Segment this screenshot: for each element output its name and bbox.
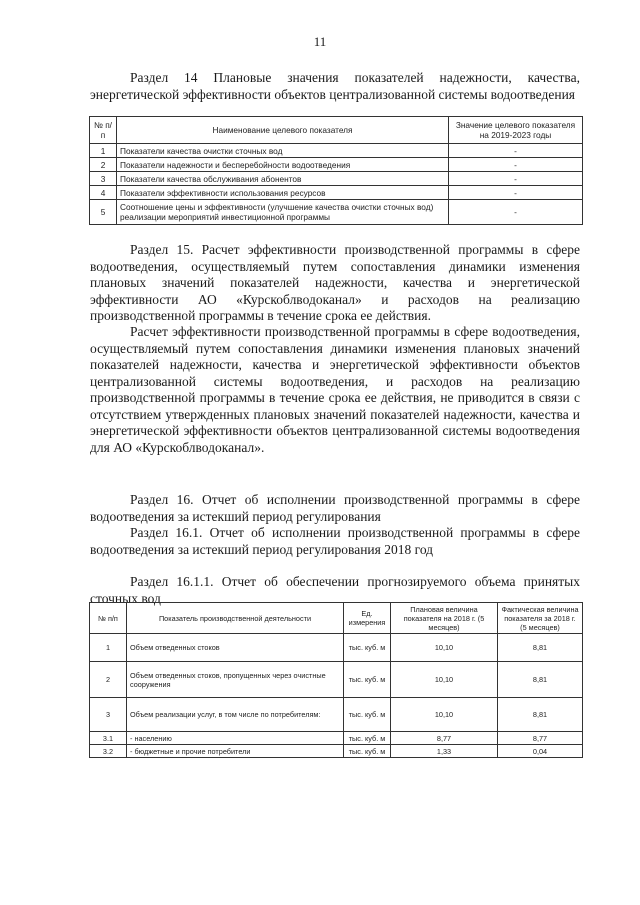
table-row <box>90 745 583 758</box>
page-number: 11 <box>313 34 327 49</box>
table-row <box>90 662 583 698</box>
row-plan: 10,10 <box>391 698 498 732</box>
table-row <box>90 144 583 158</box>
row-plan: 10,10 <box>391 634 498 662</box>
table-row <box>90 732 583 745</box>
row-unit: тыс. куб. м <box>344 662 391 698</box>
col-header-plan: Плановая величина показателя на 2018 г. (5 месяцев) <box>391 603 498 634</box>
row-name: Показатели качества очистки сточных вод <box>117 144 449 158</box>
row-name: Показатели эффективности использования ресурсов <box>117 186 449 200</box>
row-indicator: Объем реализации услуг, в том числе по потребителям: <box>127 698 344 732</box>
row-value: - <box>449 172 583 186</box>
table-row <box>90 200 583 225</box>
row-fact: 0,04 <box>498 745 583 758</box>
row-indicator: Объем отведенных стоков, пропущенных через очистные сооружения <box>127 662 344 698</box>
table-row <box>90 172 583 186</box>
col-header-num: № п/п <box>90 603 127 634</box>
row-num: 2 <box>90 158 117 172</box>
row-num: 3.1 <box>90 732 127 745</box>
row-num: 1 <box>90 144 117 158</box>
row-num: 3 <box>90 172 117 186</box>
row-fact: 8,81 <box>498 662 583 698</box>
table-header-row <box>90 117 583 144</box>
row-fact: 8,81 <box>498 698 583 732</box>
row-num: 5 <box>90 200 117 225</box>
row-name: Показатели надежности и бесперебойности водоотведения <box>117 158 449 172</box>
row-fact: 8,81 <box>498 634 583 662</box>
col-header-unit: Ед. измерения <box>344 603 391 634</box>
col-header-num: № п/п <box>90 117 117 144</box>
row-num: 2 <box>90 662 127 698</box>
col-header-fact: Фактическая величина показателя за 2018 г. (5 месяцев) <box>498 603 583 634</box>
col-header-name: Наименование целевого показателя <box>117 117 449 144</box>
row-value: - <box>449 200 583 225</box>
table-header-row <box>90 603 583 634</box>
row-unit: тыс. куб. м <box>344 732 391 745</box>
section-16-1-1-title: Раздел 16.1.1. Отчет об обеспечении прогнозируемого объема принятых сточных вод <box>90 574 580 606</box>
row-value: - <box>449 144 583 158</box>
row-indicator: - населению <box>127 732 344 745</box>
table-row <box>90 634 583 662</box>
row-fact: 8,77 <box>498 732 583 745</box>
row-num: 3 <box>90 698 127 732</box>
table-row <box>90 186 583 200</box>
section-15-paragraph-2: Расчет эффективности производственной программы в сфере водоотведения, осуществляемый путем сопоставления динамики изменения плановых значений показателей надежности, качества и энергетической эффективности объектов централизованной системы водоотведения, и расходов на реализацию производственной программы в течение срока ее действия, не приводится в связи с отсутствием утвержденных плановых значений показателей надежности, качества и энергетической эффективности объектов централизованной системы водоотведения для АО «Курскоблводоканал». <box>90 324 580 455</box>
row-plan: 1,33 <box>391 745 498 758</box>
row-value: - <box>449 158 583 172</box>
row-plan: 10,10 <box>391 662 498 698</box>
row-num: 3.2 <box>90 745 127 758</box>
row-num: 1 <box>90 634 127 662</box>
table-row <box>90 698 583 732</box>
row-name: Показатели качества обслуживания абонентов <box>117 172 449 186</box>
row-value: - <box>449 186 583 200</box>
row-indicator: Объем отведенных стоков <box>127 634 344 662</box>
row-unit: тыс. куб. м <box>344 745 391 758</box>
row-plan: 8,77 <box>391 732 498 745</box>
table-row <box>90 158 583 172</box>
row-unit: тыс. куб. м <box>344 698 391 732</box>
row-num: 4 <box>90 186 117 200</box>
row-indicator: - бюджетные и прочие потребители <box>127 745 344 758</box>
section-14-table <box>89 116 583 225</box>
section-16-title: Раздел 16. Отчет об исполнении производственной программы в сфере водоотведения за истекший период регулирования <box>90 492 580 524</box>
col-header-indicator: Показатель производственной деятельности <box>127 603 344 634</box>
row-name: Соотношение цены и эффективности (улучшение качества очистки сточных вод) реализации мероприятий инвестиционной программы <box>117 200 449 225</box>
col-header-value: Значение целевого показателя на 2019-2023 годы <box>449 117 583 144</box>
section-16-1-title: Раздел 16.1. Отчет об исполнении производственной программы в сфере водоотведения за истекший период регулирования 2018 год <box>90 525 580 557</box>
section-16-table <box>89 602 583 758</box>
row-unit: тыс. куб. м <box>344 634 391 662</box>
section-14-title: Раздел 14 Плановые значения показателей надежности, качества, энергетической эффективности объектов централизованной системы водоотведения <box>90 70 580 102</box>
section-15-paragraph-1: Раздел 15. Расчет эффективности производственной программы в сфере водоотведения, осуществляемый путем сопоставления динамики изменения плановых значений показателей надежности, качества и энергетической эффективности АО «Курскоблводоканал» и расходов на реализацию производственной программы в течение срока ее действия. <box>90 242 580 323</box>
